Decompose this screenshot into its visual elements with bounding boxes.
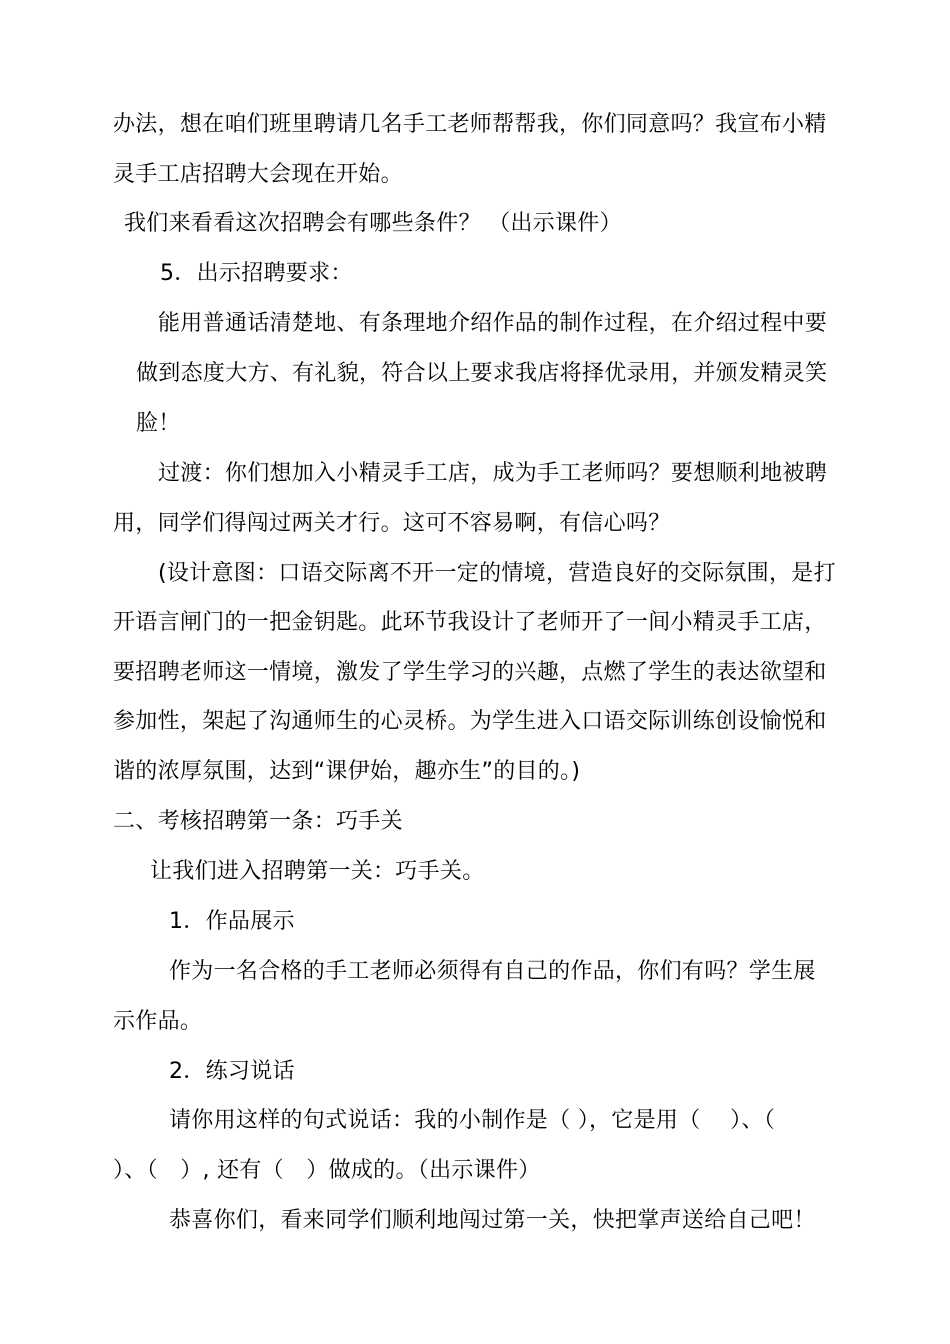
text-line: 参加性，架起了沟通师生的心灵桥。为学生进入口语交际训练创设愉悦和 bbox=[113, 709, 827, 734]
text-line: 恭喜你们，看来同学们顺利地闯过第一关，快把掌声送给自己吧！ bbox=[169, 1208, 816, 1233]
text-line: ）、（ ）, 还有（ ）做成的。（出示课件） bbox=[113, 1158, 541, 1183]
text-line: 脸！ bbox=[136, 411, 181, 436]
text-line: 让我们进入招聘第一关：巧手关。 bbox=[150, 859, 485, 884]
text-line: 做到态度大方、有礼貌，符合以上要求我店将择优录用，并颁发精灵笑 bbox=[136, 361, 828, 386]
text-line: 谐的浓厚氛围，达到“课伊始，趣亦生”的目的。) bbox=[113, 759, 581, 784]
text-line: 我们来看看这次招聘会有哪些条件？ （出示课件） bbox=[124, 211, 622, 236]
text-line: 办法，想在咱们班里聘请几名手工老师帮帮我，你们同意吗？我宣布小精 bbox=[113, 112, 827, 137]
text-line: 请你用这样的句式说话：我的小制作是（ ），它是用（ ）、（ bbox=[169, 1108, 775, 1133]
text-line: 用，同学们得闯过两关才行。这可不容易啊，有信心吗？ bbox=[113, 511, 671, 536]
text-line: 过渡：你们想加入小精灵手工店，成为手工老师吗？要想顺利地被聘 bbox=[158, 461, 828, 486]
subheading: 2．练习说话 bbox=[169, 1059, 295, 1084]
text-line: 要招聘老师这一情境，激发了学生学习的兴趣，点燃了学生的表达欲望和 bbox=[113, 660, 827, 685]
text-line: 开语言闸门的一把金钥匙。此环节我设计了老师开了一间小精灵手工店， bbox=[113, 610, 827, 635]
subheading: 1．作品展示 bbox=[169, 909, 295, 934]
text-line: 5．出示招聘要求： bbox=[160, 261, 353, 286]
section-heading: 二、考核招聘第一条：巧手关 bbox=[113, 809, 403, 834]
text-line: 示作品。 bbox=[113, 1009, 203, 1034]
text-line: 灵手工店招聘大会现在开始。 bbox=[113, 162, 403, 187]
text-line: 能用普通话清楚地、有条理地介绍作品的制作过程，在介绍过程中要 bbox=[158, 311, 828, 336]
text-line: (设计意图：口语交际离不开一定的情境，营造良好的交际氛围，是打 bbox=[158, 561, 836, 586]
text-line: 作为一名合格的手工老师必须得有自己的作品，你们有吗？学生展 bbox=[169, 959, 816, 984]
